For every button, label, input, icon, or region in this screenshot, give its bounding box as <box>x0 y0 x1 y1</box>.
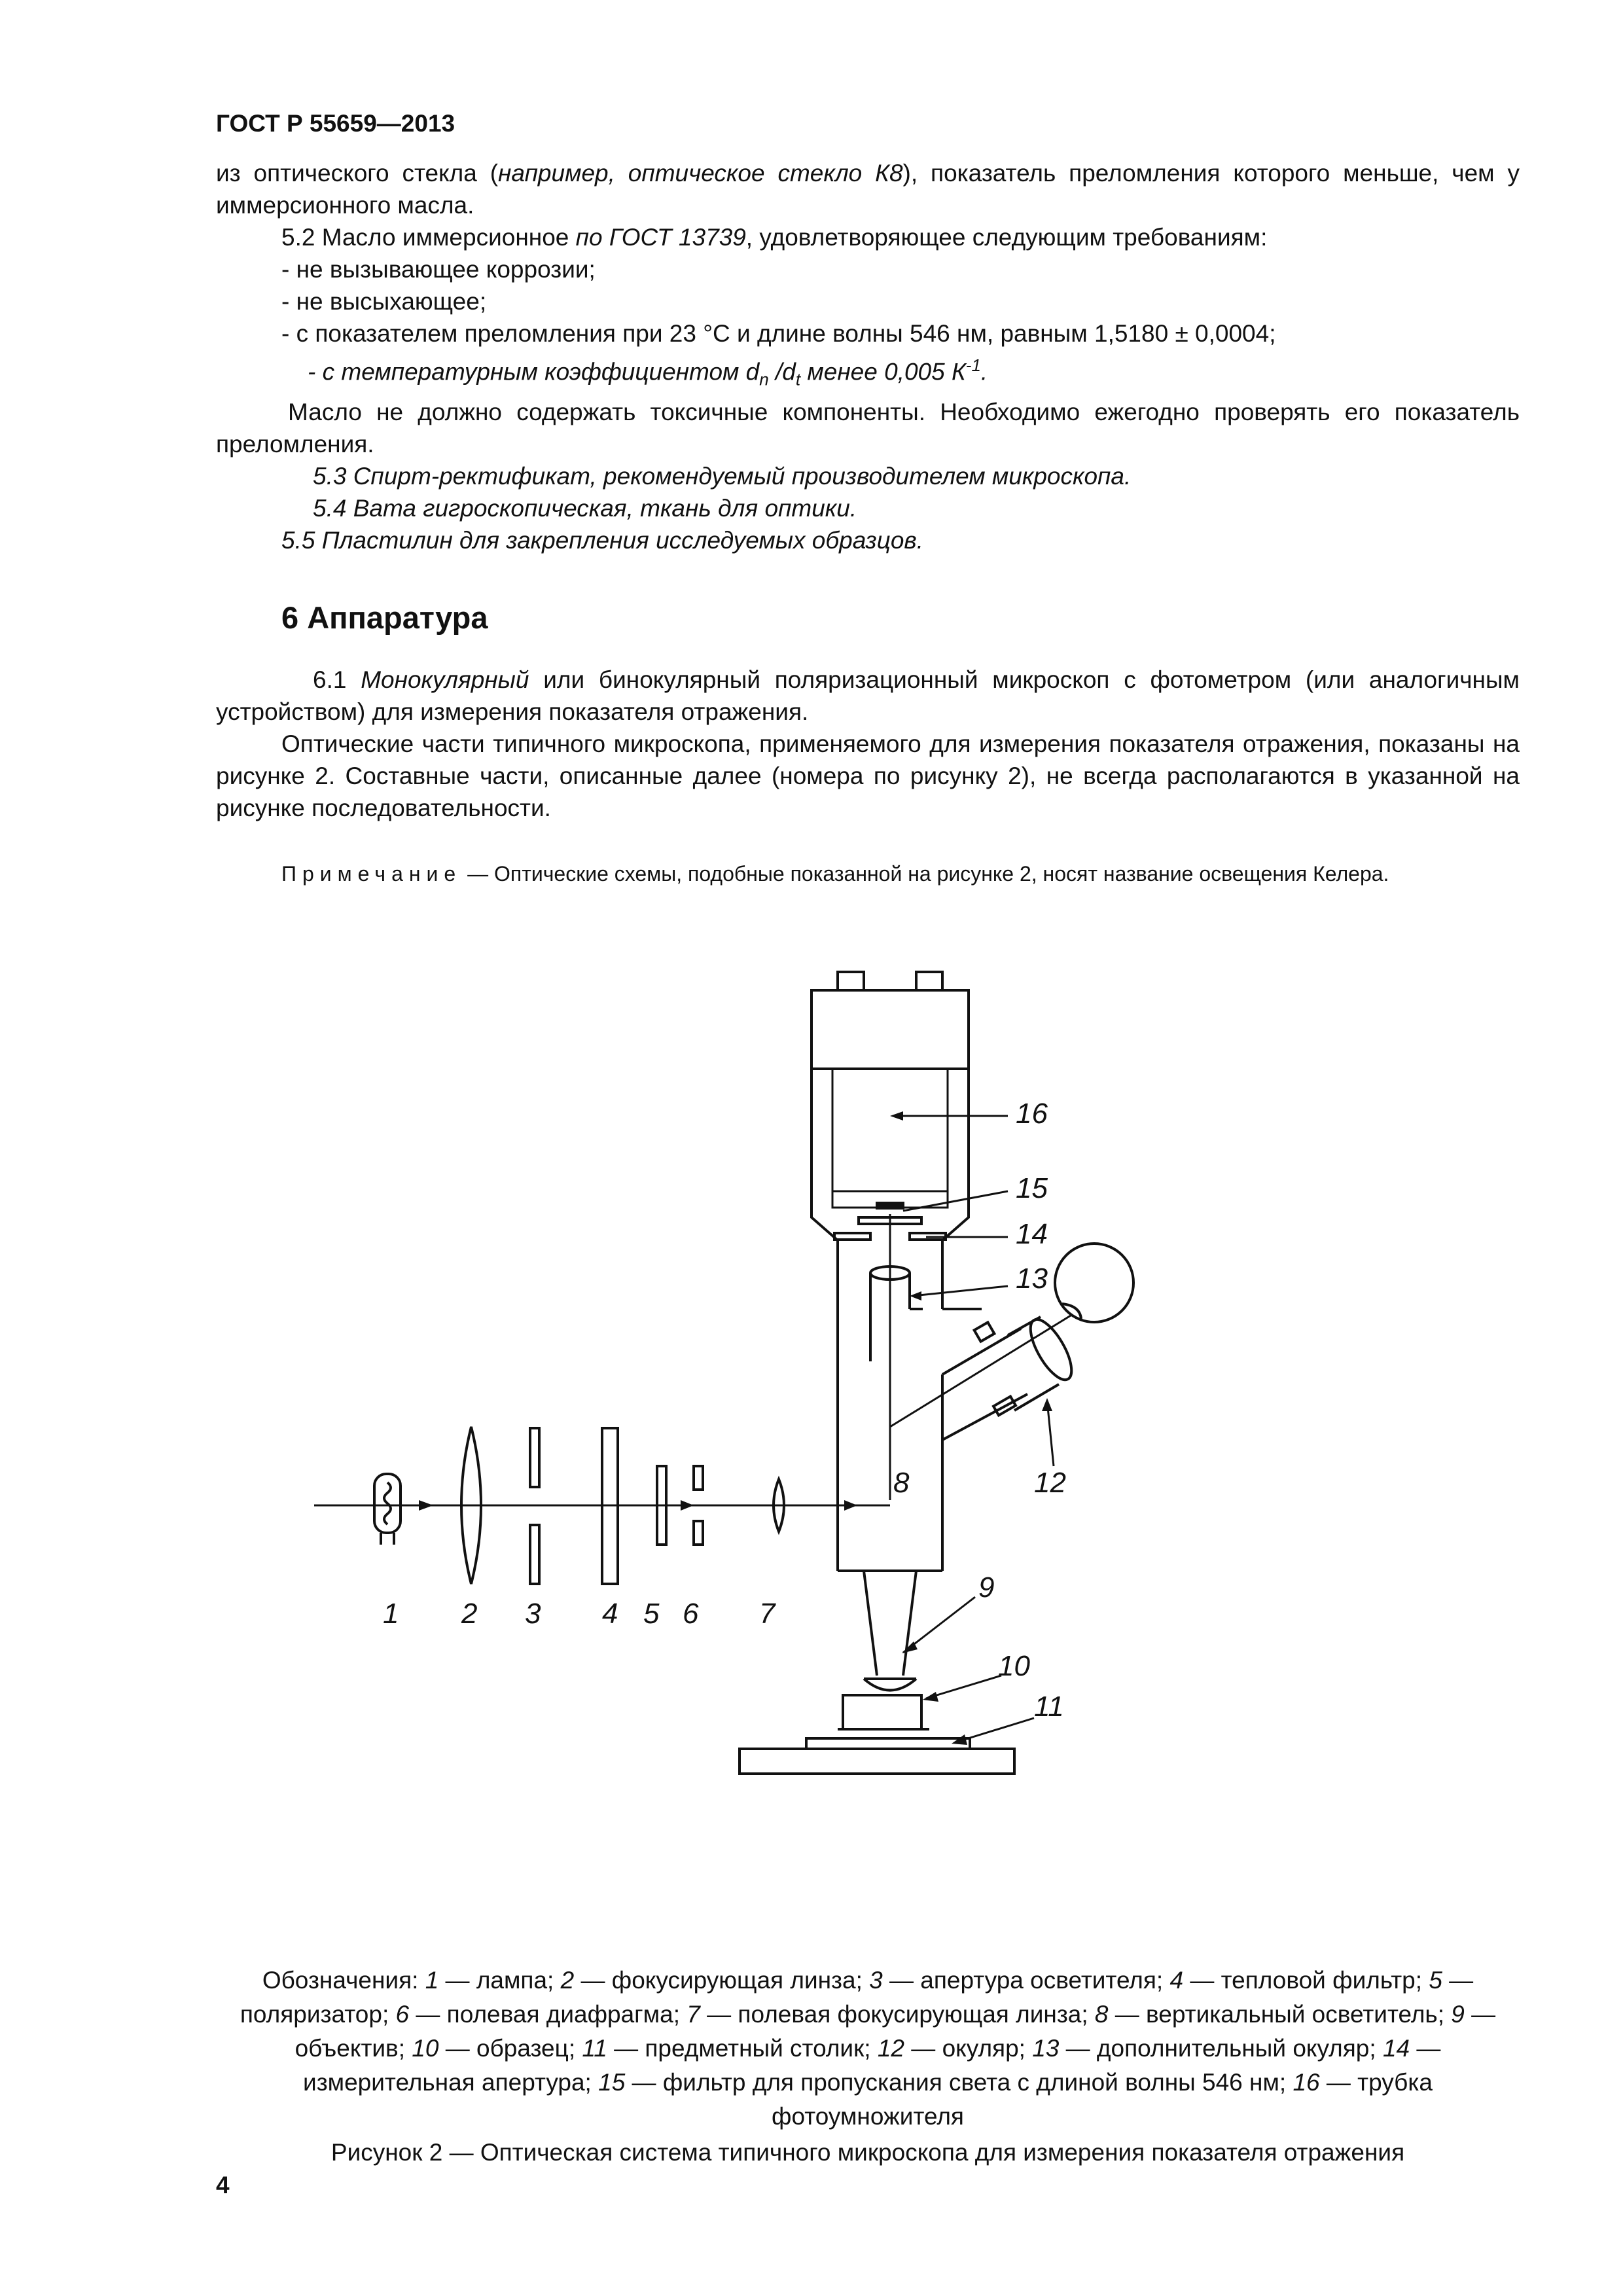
illuminator-aperture-top <box>530 1428 539 1487</box>
paragraph-alcohol: 5.3 Спирт-ректификат, рекомендуемый производителем микроскопа. <box>313 462 1132 490</box>
paragraph-text: 5.2 Масло иммерсионное <box>281 224 576 251</box>
legend-item: — тепловой фильтр; <box>1183 1967 1429 1994</box>
page-number: 4 <box>216 2172 230 2198</box>
paragraph-text: , удовлетворяющее следующим требованиям: <box>745 224 1268 251</box>
legend-number: 2 <box>560 1967 575 1994</box>
figure-legend <box>216 1964 1520 2134</box>
label-4: 4 <box>602 1598 618 1630</box>
list-item-temperature <box>216 350 1520 396</box>
paragraph-text: из оптического стекла ( <box>216 160 499 187</box>
paragraph-text: 6.1 <box>313 666 361 693</box>
label-9: 9 <box>978 1571 995 1604</box>
legend-item: — объектив; <box>294 2001 1496 2062</box>
document-header: ГОСТ Р 55659—2013 <box>216 110 455 137</box>
microscope-figure <box>288 942 1531 1964</box>
legend-item: — апертура осветителя; <box>882 1967 1170 1994</box>
legend-item: — полевая диафрагма; <box>409 2001 687 2028</box>
figure-caption: Рисунок 2 — Оптическая система типичного микроскопа для измерения показателя отражения <box>330 2139 1405 2166</box>
legend-number: 1 <box>425 1967 439 1994</box>
legend-number: 14 <box>1382 2035 1410 2062</box>
label-5: 5 <box>643 1598 660 1630</box>
auxiliary-eyepiece <box>870 1266 923 1361</box>
legend-item: — полевая фокусирующая линза; <box>700 2001 1095 2028</box>
label-11: 11 <box>1034 1691 1064 1723</box>
legend-text <box>216 1964 1520 2134</box>
label-7: 7 <box>759 1598 776 1630</box>
specimen <box>843 1695 921 1729</box>
filter-element <box>877 1203 903 1208</box>
legend-item: — лампа; <box>438 1967 561 1994</box>
paragraph-text: или бинокулярный поляризационный микроскоп с фотометром (или аналогичным устройством) для измерения показателя отражения. <box>216 666 1520 725</box>
label-3: 3 <box>525 1598 541 1630</box>
paragraph-italic: Монокулярный <box>361 666 529 693</box>
eyepiece-tube <box>1008 1314 1079 1410</box>
list-item-refraction: - с показателем преломления при 23 °С и длине волны 546 нм, равным 1,5180 ± 0,0004; <box>281 320 1276 347</box>
paragraph-optics: Оптические части типичного микроскопа, применяемого для измерения показателя отражения, показаны на рисунке 2. Составные части, описанные далее (номера по рисунку 2), не всегда располагаются в указанной на рисунке последовательности. <box>216 730 1520 821</box>
note-label: Примечание <box>281 861 462 886</box>
paragraph-italic: по ГОСТ 13739 <box>575 224 746 251</box>
legend-title: Обозначения: <box>262 1967 425 1994</box>
legend-number: 8 <box>1094 2001 1109 2028</box>
subscript-n: n <box>759 369 769 389</box>
legend-item: — поляризатор; <box>240 1967 1474 2028</box>
paragraph-glass <box>216 157 1520 221</box>
paragraph-text: ), показатель преломления которого меньше, чем у иммерсионного масла. <box>216 160 1520 219</box>
legend-number: 15 <box>598 2069 626 2096</box>
legend-number: 16 <box>1293 2069 1320 2096</box>
document-body <box>216 157 1520 888</box>
legend-number: 13 <box>1032 2035 1060 2062</box>
note <box>216 859 1520 888</box>
objective <box>864 1571 916 1691</box>
observer-eye <box>1055 1244 1133 1322</box>
legend-item: — предметный столик; <box>607 2035 878 2062</box>
list-text: - с температурным коэффициентом d <box>308 358 760 386</box>
field-diaphragm-top <box>694 1466 703 1490</box>
legend-item: — измерительная апертура; <box>303 2035 1441 2096</box>
legend-number: 9 <box>1451 2001 1465 2028</box>
legend-item: — фильтр для пропускания света с длиной волны 546 нм; <box>625 2069 1293 2096</box>
legend-number: 3 <box>869 1967 883 1994</box>
paragraph-toxic: Масло не должно содержать токсичные компоненты. Необходимо ежегодно проверять его показатель преломления. <box>216 398 1520 457</box>
label-12: 12 <box>1034 1467 1066 1499</box>
label-14: 14 <box>1016 1218 1048 1250</box>
legend-number: 12 <box>877 2035 905 2062</box>
stage-top <box>806 1738 970 1749</box>
list-item-corrosion: - не вызывающее коррозии; <box>281 256 596 283</box>
paragraph-italic: например, оптическое стекло К8 <box>498 160 903 187</box>
stage-base <box>740 1749 1014 1774</box>
legend-item: — окуляр; <box>904 2035 1033 2062</box>
legend-item: — фокусирующая линза; <box>574 1967 870 1994</box>
paragraph-cotton: 5.4 Вата гигроскопическая, ткань для оптики. <box>313 494 857 522</box>
list-text: менее 0,005 К <box>800 358 966 386</box>
subscript-t: t <box>795 369 801 389</box>
legend-number: 4 <box>1169 1967 1184 1994</box>
legend-item: — дополнительный окуляр; <box>1059 2035 1383 2062</box>
field-diaphragm-bottom <box>694 1521 703 1545</box>
legend-number: 5 <box>1429 1967 1442 1994</box>
legend-number: 10 <box>412 2035 439 2062</box>
legend-number: 6 <box>395 2001 410 2028</box>
label-2: 2 <box>461 1598 478 1630</box>
label-15: 15 <box>1016 1172 1048 1204</box>
label-13: 13 <box>1016 1263 1048 1295</box>
legend-item: — трубка фотоумножителя <box>772 2069 1433 2130</box>
paragraph-microscope <box>216 664 1520 728</box>
legend-number: 7 <box>687 2001 700 2028</box>
label-6: 6 <box>683 1598 699 1630</box>
lamp <box>374 1474 401 1545</box>
paragraph-oil <box>216 221 1520 253</box>
figure-labels <box>383 1098 1066 1723</box>
list-item-drying: - не высыхающее; <box>281 288 487 315</box>
label-10: 10 <box>998 1650 1030 1682</box>
aperture-left <box>834 1233 870 1240</box>
superscript: -1 <box>965 355 981 375</box>
vertical-illuminator <box>838 1309 1027 1571</box>
list-text: . <box>980 358 988 386</box>
note-text: — Оптические схемы, подобные показанной на рисунке 2, носят название освещения Келера. <box>461 861 1389 886</box>
legend-item: — образец; <box>438 2035 582 2062</box>
paragraph-plasticine: 5.5 Пластилин для закрепления исследуемых образцов. <box>281 526 924 554</box>
label-1: 1 <box>383 1598 399 1630</box>
label-16: 16 <box>1016 1098 1048 1130</box>
legend-item: — вертикальный осветитель; <box>1108 2001 1452 2028</box>
legend-number: 11 <box>582 2035 607 2062</box>
list-text: /d <box>768 358 796 386</box>
microscope-diagram <box>288 942 1531 1964</box>
label-8: 8 <box>893 1467 910 1499</box>
illuminator-aperture-bottom <box>530 1525 539 1584</box>
section-title: 6 Аппаратура <box>281 600 488 635</box>
